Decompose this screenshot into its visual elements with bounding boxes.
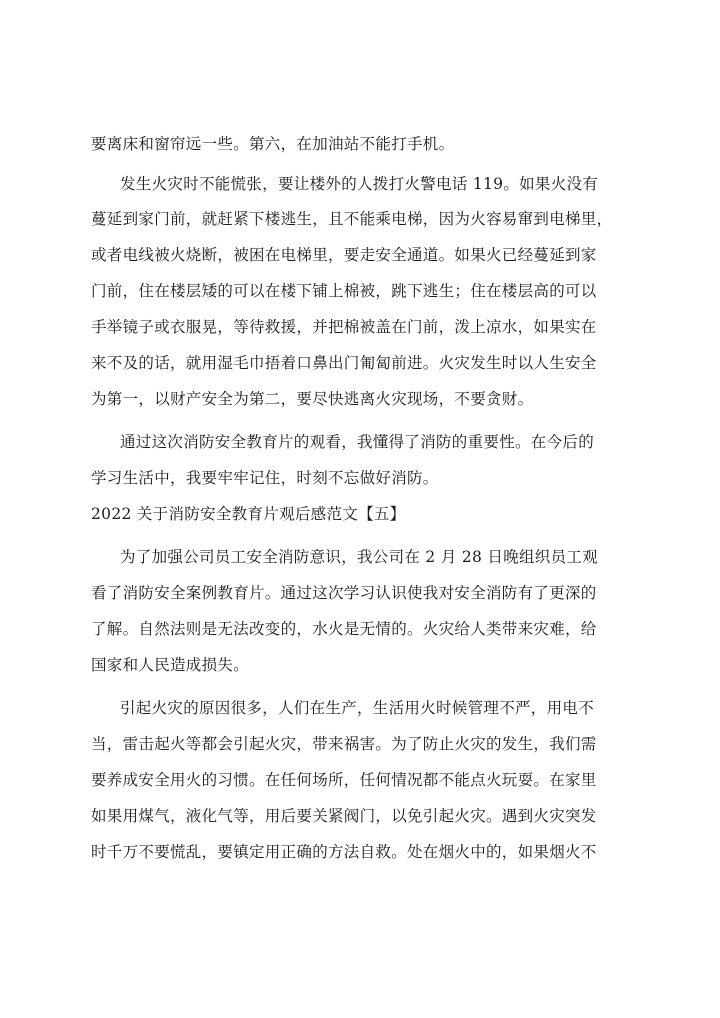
text-line: 门前，住在楼层矮的可以在楼下铺上棉被，跳下逃生；住在楼层高的可以 <box>91 282 597 300</box>
text-line: 看了消防安全案例教育片。通过这次学习认识使我对安全消防有了更深的 <box>91 584 597 602</box>
text-line: 要养成安全用火的习惯。在任何场所，任何情况都不能点火玩耍。在家里 <box>91 771 597 789</box>
text-line: 来不及的话，就用湿毛巾捂着口鼻出门匍匐前进。火灾发生时以人生安全 <box>91 354 597 372</box>
text-line: 或者电线被火烧断，被困在电梯里，要走安全通道。如果火已经蔓延到家 <box>91 246 597 264</box>
text-line: 国家和人民造成损失。 <box>91 656 250 674</box>
text-line: 要离床和窗帘远一些。第六，在加油站不能打手机。 <box>91 135 455 153</box>
text-line: 如果用煤气，液化气等，用后要关紧阀门，以免引起火灾。遇到火灾突发 <box>91 807 597 825</box>
text-line: 为第一，以财产安全为第二，要尽快逃离火灾现场，不要贪财。 <box>91 390 534 408</box>
paragraph-start-line: 发生火灾时不能慌张，要让楼外的人拨打火警电话 119。如果火没有 <box>120 175 599 193</box>
section-heading: 2022 关于消防安全教育片观后感范文【五】 <box>91 505 406 523</box>
text-line: 蔓延到家门前，就赶紧下楼逃生，且不能乘电梯，因为火容易窜到电梯里， <box>91 210 613 228</box>
text-line: 手举镜子或衣服晃，等待救援，并把棉被盖在门前，泼上凉水，如果实在 <box>91 318 597 336</box>
text-line: 当，雷击起火等都会引起火灾，带来祸害。为了防止火灾的发生，我们需 <box>91 735 597 753</box>
text-line: 时千万不要慌乱，要镇定用正确的方法自救。处在烟火中的，如果烟火不 <box>91 843 597 861</box>
text-line: 学习生活中，我要牢牢记住，时刻不忘做好消防。 <box>91 469 439 487</box>
text-line: 了解。自然法则是无法改变的，水火是无情的。火灾给人类带来灾难，给 <box>91 620 597 638</box>
paragraph-start-line: 为了加强公司员工安全消防意识，我公司在 2 月 28 日晚组织员工观 <box>120 548 598 566</box>
paragraph-start-line: 通过这次消防安全教育片的观看，我懂得了消防的重要性。在今后的 <box>120 433 595 451</box>
paragraph-start-line: 引起火灾的原因很多，人们在生产，生活用火时候管理不严，用电不 <box>120 699 595 717</box>
